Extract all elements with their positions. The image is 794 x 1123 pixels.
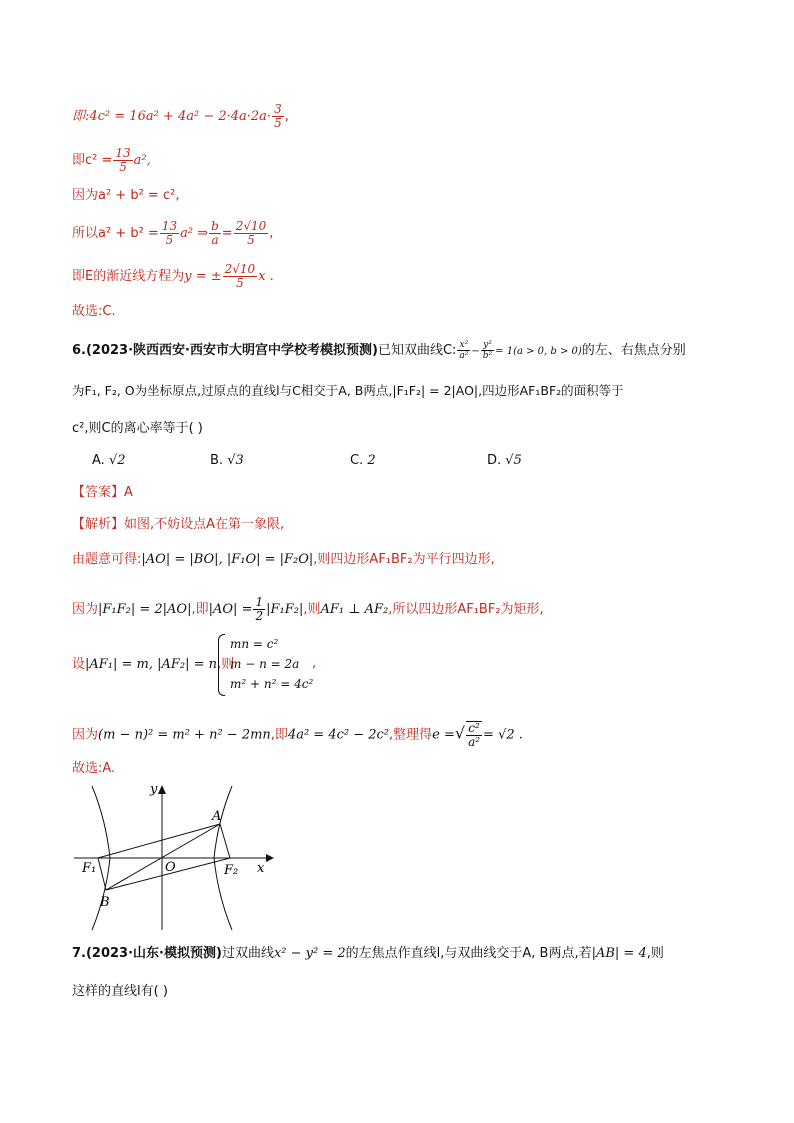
label-b: B [100,895,110,910]
label-x: x [257,861,265,876]
analysis-line-1 [72,516,284,534]
q7-stem-line-1 [72,945,664,963]
question-number: 7. [72,946,86,961]
analysis-text: ,整理得 [389,727,433,743]
equation-text: 即:4c² = 16a² + 4a² − 2·4a·2a· [72,109,272,124]
fraction-denominator: 5 [236,276,244,290]
equation-text: x² − y² = 2 [273,946,346,961]
fraction-denominator: 5 [165,233,174,247]
solution-line-4 [72,220,273,247]
stem-text: 的左、右焦点分别 [581,343,686,358]
equation-text: AF₁ ⊥ AF₂ [320,602,389,617]
rectangle-af1bf2 [98,824,230,890]
equation-text: = 1(a > 0, b > 0) [495,346,582,357]
fraction-denominator: 2 [255,609,264,623]
analysis-text: 如图,不妨设点A在第一象限, [124,517,285,532]
fraction-denominator: 5 [247,233,255,247]
y-axis-arrow-icon [158,785,166,794]
equation-text: a² ⇒ [180,226,209,241]
analysis-text: ,则四边形AF₁BF₂为平行四边形, [313,552,495,567]
analysis-line-3 [72,596,544,623]
stem-text: 的左焦点作直线l,与双曲线交于A, B两点,若 [345,946,592,961]
analysis-line-5 [72,721,523,749]
equation-text: = [221,226,233,241]
equation-text: |AB| = 4 [591,946,647,961]
fraction-numerator: 13 [115,146,131,160]
q6-stem-line-1 [72,340,686,361]
option-b [210,452,244,470]
option-c [350,452,376,470]
analysis-text: 因为 [72,602,99,617]
label-o: O [165,860,176,875]
equation-text: |F₁F₂| = 2|AO| [98,602,192,617]
option-value: √2 [108,453,126,468]
punctuation: , [284,109,289,124]
analysis-text: ,即 [191,602,209,617]
answer-value: A [124,485,133,500]
punctuation: , [269,226,274,241]
option-label: A. [92,453,105,468]
question-source: (2023·陕西西安·西安市大明宫中学校考模拟预测) [85,343,378,358]
equation-text: |AO| = [208,602,253,617]
hyperbola-figure [70,780,280,932]
question-source: (2023·山东·模拟预测) [85,946,222,961]
question-number: 6. [72,343,86,358]
analysis-line-2 [72,551,495,569]
equation-text: x . [258,269,274,284]
analysis-text: ,所以四边形AF₁BF₂为矩形, [388,602,544,617]
analysis-text: ,则 [217,657,235,672]
solution-line-3: 因为a² + b² = c², [72,188,180,203]
q6-stem-line-2: 为F₁, F₂, O为坐标原点,过原点的直线l与C相交于A, B两点,|F₁F₂| = 2|AO|,四边形AF₁BF₂的面积等于 [72,383,624,398]
equation-text: a², [133,153,151,168]
fraction-denominator: 5 [119,160,127,174]
label-f1: F₁ [82,861,97,876]
fraction-denominator: a² [468,735,481,749]
fraction-denominator: b² [482,351,493,361]
equation-text: 所以a² + b² = [72,226,159,241]
equation-system [230,634,313,694]
fraction-numerator: 13 [161,219,178,233]
analysis-text: 由题意可得: [72,552,142,567]
fraction-numerator: 1 [255,595,264,609]
equation-text: 4a² = 4c² − 2c² [287,727,390,743]
solution-line-2 [72,147,151,174]
option-a [92,452,126,470]
solution-line-6: 故选:C. [72,304,116,319]
label-f2: F₂ [224,863,239,878]
fraction-numerator: 3 [274,102,282,116]
equation-text: 即E的渐近线方程为 [72,269,185,284]
system-brace [218,634,225,696]
option-label: D. [487,453,502,468]
analysis-line-4 [72,656,234,674]
stem-text: 过双曲线 [221,946,274,961]
q7-stem-line-2: 这样的直线l有( ) [72,984,168,999]
equation-text: |F₁F₂| [266,602,304,617]
option-value: 2 [367,453,376,468]
fraction-numerator: c² [466,722,482,736]
punctuation: , [312,656,317,671]
analysis-text: ,即 [270,727,288,743]
fraction-numerator: b [211,219,219,233]
equation-row: mn = c² [230,637,279,651]
solution-line-5 [72,263,274,290]
fraction-numerator: 2√10 [224,262,256,276]
q6-stem-line-3: c²,则C的离心率等于( ) [72,421,203,436]
answer-tag: 【答案】 [72,485,125,500]
equation-text: |AF₁| = m, |AF₂| = n [85,657,218,672]
fraction-numerator: x² [457,340,470,351]
solution-line-1 [72,103,289,130]
equation-text: 即c² = [72,153,113,168]
fraction-numerator: 2√10 [235,219,267,233]
option-label: B. [210,453,224,468]
equation-text: y = ± [184,269,222,284]
analysis-tag: 【解析】 [72,517,125,532]
analysis-line-6: 故选:A. [72,761,116,776]
analysis-text: 设 [72,657,86,672]
label-y: y [150,782,158,797]
equation-text: = √2 . [483,727,523,743]
sqrt-sign-icon: √ [454,723,466,743]
equation-text: |AO| = |BO|, |F₁O| = |F₂O| [141,552,314,567]
line-ab [106,824,220,890]
x-axis-arrow-icon [266,854,274,862]
fraction-denominator: a² [459,351,469,361]
option-label: C. [350,453,364,468]
option-value: √5 [505,453,522,468]
equation-row: m² + n² = 4c² [230,677,314,691]
stem-text: 已知双曲线C: [377,343,457,358]
analysis-text: ,则 [303,602,321,617]
equation-text: e = [432,727,455,743]
option-d [487,452,522,470]
fraction-denominator: a [211,233,219,247]
equation-text: − [471,346,480,357]
analysis-text: 因为 [72,727,99,743]
label-a: A [212,809,222,824]
stem-text: ,则 [646,946,664,961]
answer-line [72,484,133,502]
equation-row: m − n = 2a [230,657,300,671]
option-value: √3 [227,453,244,468]
equation-text: (m − n)² = m² + n² − 2mn [98,727,271,743]
fraction-numerator: y² [481,340,494,351]
fraction-denominator: 5 [274,116,282,130]
